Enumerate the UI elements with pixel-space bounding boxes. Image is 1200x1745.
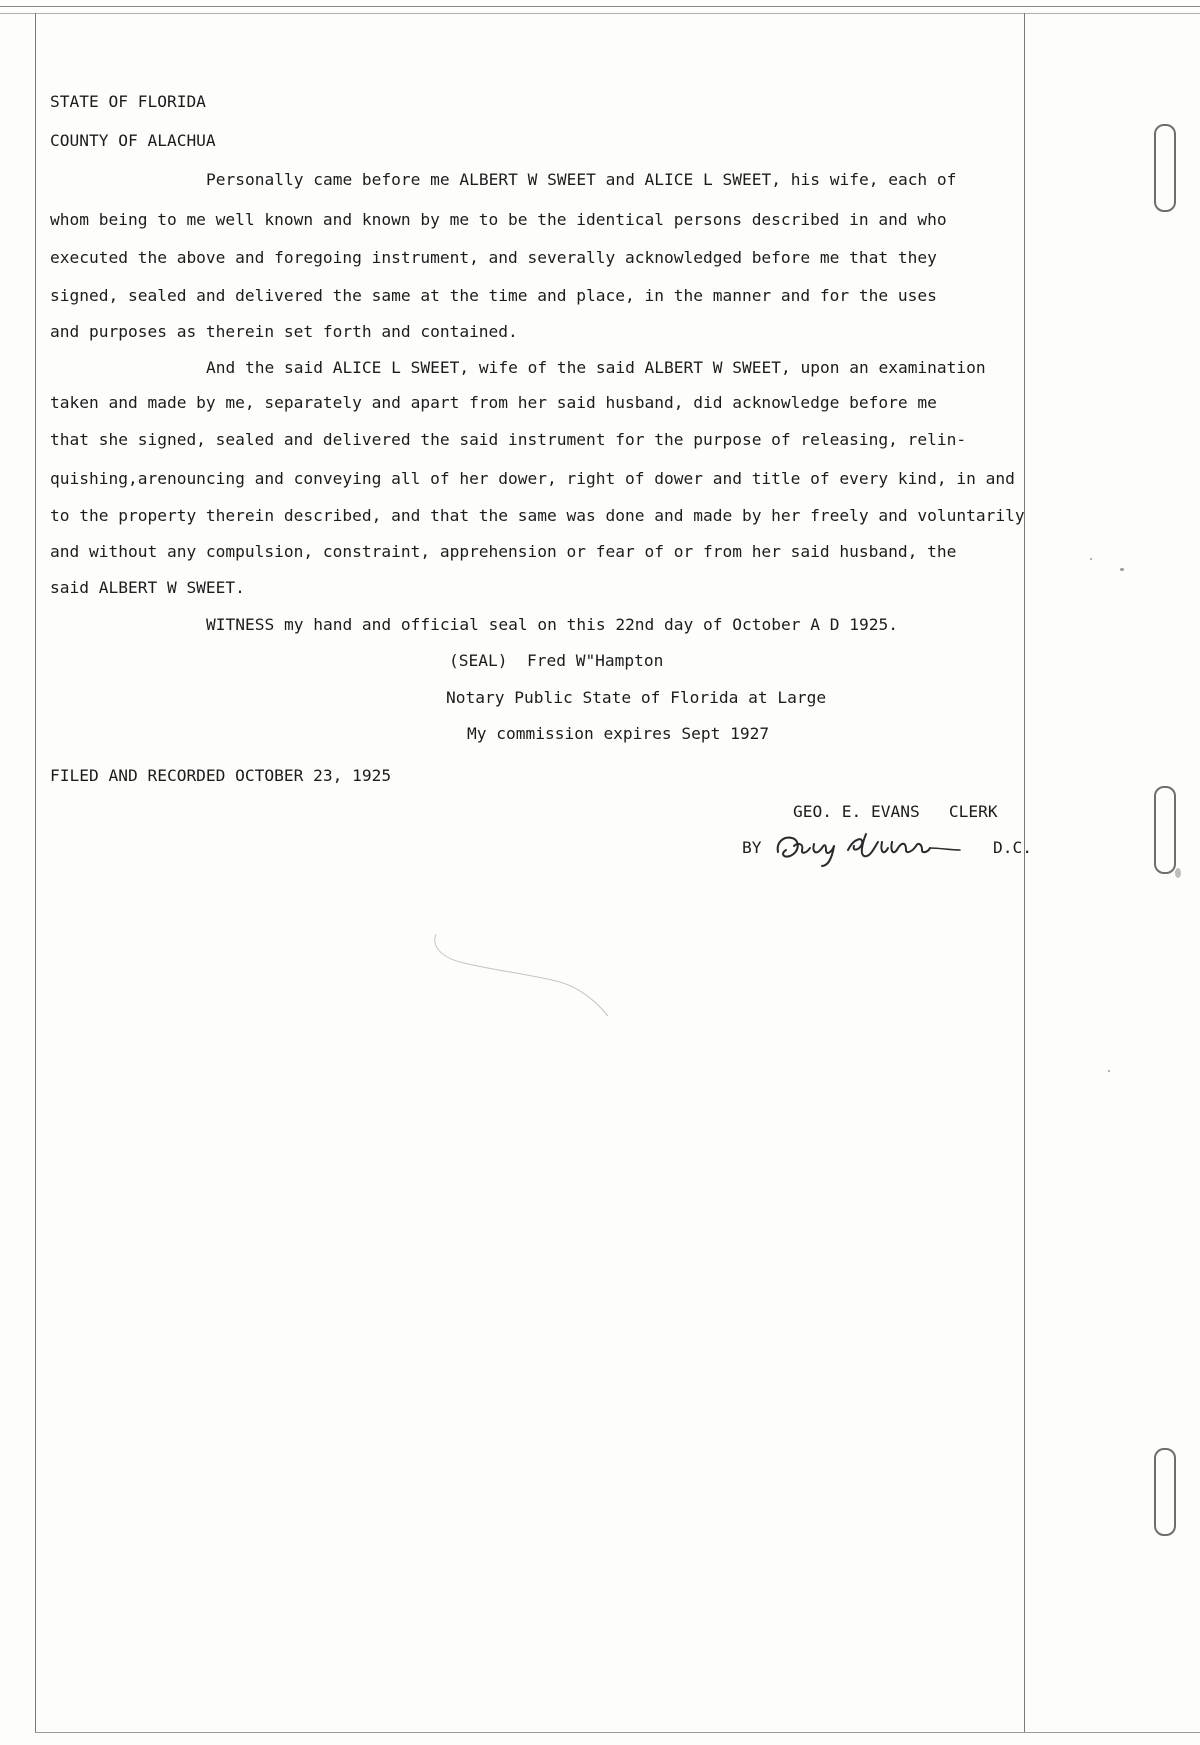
heading-county: COUNTY OF ALACHUA (50, 131, 216, 150)
binder-hole-bottom (1154, 1448, 1176, 1536)
paragraph1-line: signed, sealed and delivered the same at the time and place, in the manner and for the uses (50, 286, 937, 305)
scan-speck (1175, 868, 1181, 878)
paragraph1-line: and purposes as therein set forth and contained. (50, 322, 518, 341)
paragraph2-line: said ALBERT W SWEET. (50, 578, 245, 597)
top-ruling-line (0, 6, 1200, 7)
paragraph2-line: quishing,arenouncing and conveying all of her dower, right of dower and title of every kind, in and (50, 469, 1015, 488)
binder-hole-middle (1154, 786, 1176, 874)
bottom-ruling-line (35, 1732, 1200, 1733)
top-ruling-line-secondary (0, 13, 1200, 14)
paragraph2-line: taken and made by me, separately and apart from her said husband, did acknowledge before me (50, 393, 937, 412)
filed-recorded-line: FILED AND RECORDED OCTOBER 23, 1925 (50, 766, 392, 785)
paragraph1-line: whom being to me well known and known by me to be the identical persons described in and who (50, 210, 947, 229)
paragraph2-line: to the property therein described, and that the same was done and made by her freely and voluntarily (50, 506, 1025, 525)
deputy-clerk-signature (770, 822, 980, 872)
paragraph2-line: that she signed, sealed and delivered the said instrument for the purpose of releasing, relin- (50, 430, 967, 449)
notary-line: Notary Public State of Florida at Large (446, 688, 827, 707)
heading-state: STATE OF FLORIDA (50, 92, 206, 111)
clerk-line: GEO. E. EVANS CLERK (793, 802, 998, 821)
dc-label: D.C. (993, 838, 1032, 857)
scan-speck (1108, 1070, 1110, 1072)
by-label: BY (742, 838, 762, 857)
witness-line: WITNESS my hand and official seal on this 22nd day of October A D 1925. (206, 615, 898, 634)
commission-line: My commission expires Sept 1927 (467, 724, 770, 743)
seal-line: (SEAL) Fred W"Hampton (449, 651, 664, 670)
left-margin-line (35, 13, 36, 1733)
paragraph1-line: Personally came before me ALBERT W SWEET and ALICE L SWEET, his wife, each of (206, 170, 957, 189)
right-margin-line (1024, 13, 1025, 1733)
paragraph1-line: executed the above and foregoing instrument, and severally acknowledged before me that they (50, 248, 937, 267)
paragraph2-line: And the said ALICE L SWEET, wife of the said ALBERT W SWEET, upon an examination (206, 358, 986, 377)
scan-speck (1090, 558, 1092, 560)
stray-scan-mark (430, 930, 630, 1020)
binder-hole-top (1154, 124, 1176, 212)
scan-speck (1120, 568, 1124, 571)
paragraph2-line: and without any compulsion, constraint, apprehension or fear of or from her said husband, the (50, 542, 957, 561)
